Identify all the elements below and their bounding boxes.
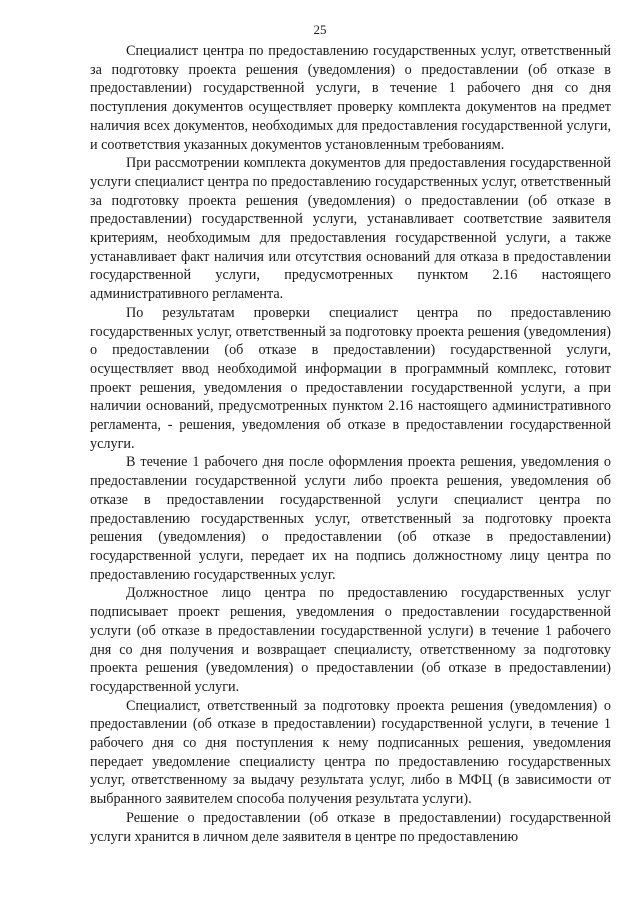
paragraph-transfer-notice: Специалист, ответственный за подготовку проекта решения (уведомления) о предоставлении (об отказе в предоставлении) государственной услуги, в течение 1 рабочего дня со дня поступления к нему подписанных решения, уведомления передает уведомление специалисту центра по предоставлению государственных услуг, ответственному за выдачу результата услуг, либо в МФЦ (в зависимости от выбранного заявителем способа получения результата услуги).: [90, 697, 611, 808]
paragraph-submit-for-signature: В течение 1 рабочего дня после оформления проекта решения, уведомления о предоставлении государственной услуги либо проекта решения, уведомления об отказе в предоставлении государственной услуги специалист центра по предоставлению государственных услуг, ответственный за подготовку проекта решения (уведомления) о предоставлении (об отказе в предоставлении) государственной услуги, передает их на подпись должностному лицу центра по предоставлению государственных услуг.: [90, 454, 611, 583]
paragraph-criteria-review: При рассмотрении комплекта документов для предоставления государственной услуги специалист центра по предоставлению государственных услуг, ответственный за подготовку проекта решения (уведомления) о предоставлении (об отказе в предоставлении) государственной услуги, устанавливает соответствие заявителя критериям, необходимым для предоставления государственной услуги, а также устанавливает факт наличия или отсутствия оснований для отказа в предоставлении государственной услуги, предусмотренных пунктом 2.16 настоящего административного регламента.: [90, 155, 611, 303]
paragraph-decision-storage: Решение о предоставлении (об отказе в предоставлении) государственной услуги хранится в личном деле заявителя в центре по предоставлению: [90, 809, 611, 845]
body-text: [90, 42, 611, 846]
paragraph-official-signs: Должностное лицо центра по предоставлению государственных услуг подписывает проект решения, уведомления о предоставлении государственной услуги (об отказе в предоставлении государственной услуги) в течение 1 рабочего дня со дня получения и возвращает специалисту, ответственному за подготовку проекта решения (уведомления) о предоставлении (об отказе в предоставлении) государственной услуги.: [90, 585, 611, 695]
paragraph-document-check: Специалист центра по предоставлению государственных услуг, ответственный за подготовку проекта решения (уведомления) о предоставлении (об отказе в предоставлении) государственной услуги, в течение 1 рабочего дня со дня поступления документов осуществляет проверку комплекта документов на предмет наличия всех документов, необходимых для предоставления государственной услуги, и соответствия указанных документов установленным требованиям.: [90, 43, 611, 153]
paragraph-check-results: По результатам проверки специалист центра по предоставлению государственных услуг, ответственный за подготовку проекта решения (уведомления) о предоставлении (об отказе в предоставлении) государственной услуги, осуществляет ввод необходимой информации в программный комплекс, готовит проект решения, уведомления о предоставлении государственной услуги, а при наличии оснований, предусмотренных пунктом 2.16 настоящего административного регламента, - решения, уведомления об отказе в предоставлении государственной услуги.: [90, 304, 611, 452]
page-number: 25: [313, 22, 327, 37]
